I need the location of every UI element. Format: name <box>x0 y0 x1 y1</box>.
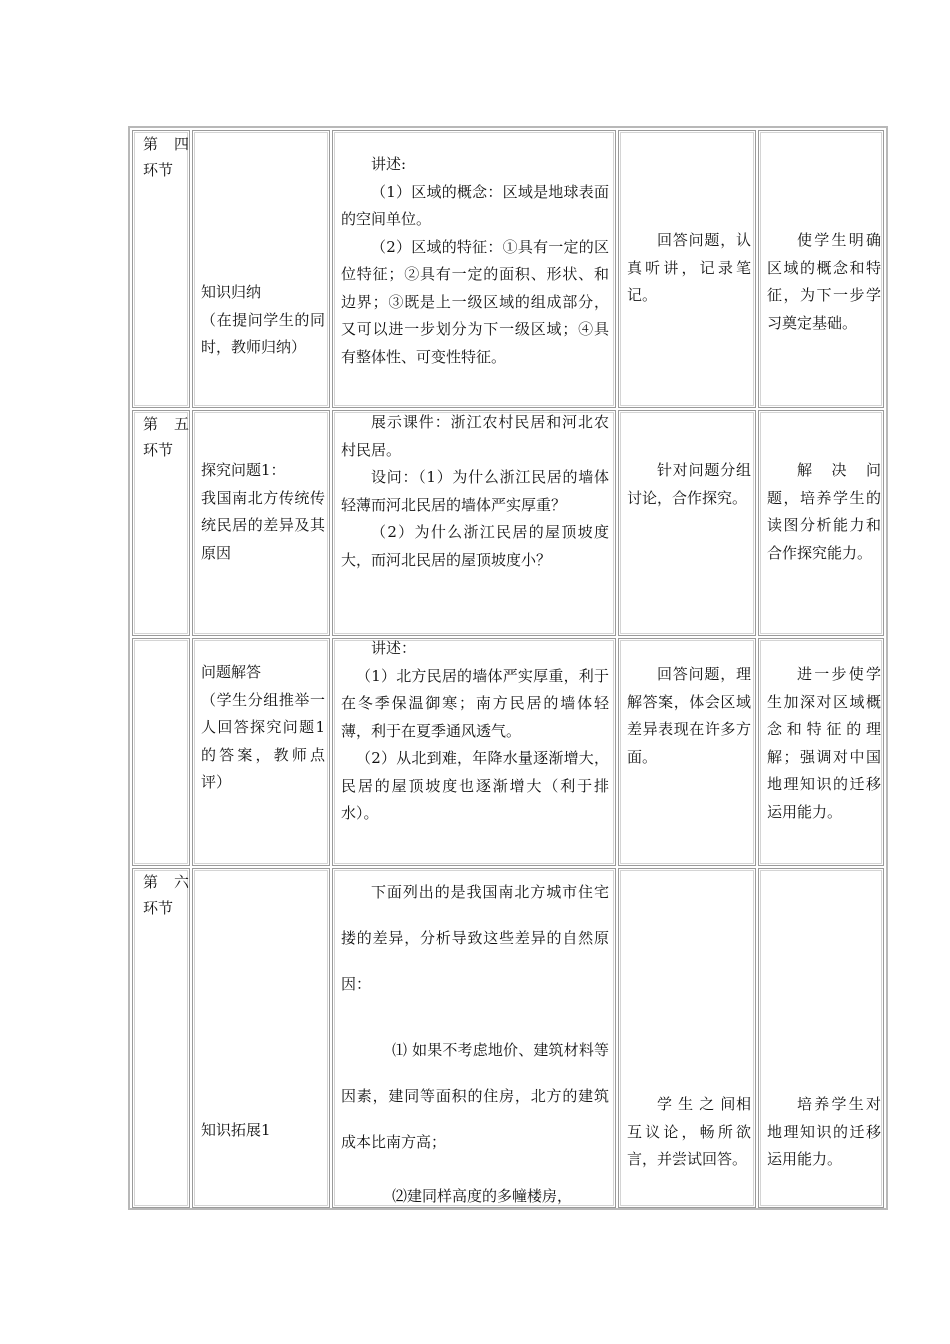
stage-cell <box>132 868 190 1208</box>
student-activity-text: 回答问题，理解答案，体会区域差异表现在许多方面。 <box>627 665 751 766</box>
stage-cell <box>132 130 190 408</box>
table-row <box>130 638 886 866</box>
lesson-plan-table <box>128 126 888 1210</box>
activity-text <box>201 659 325 797</box>
activity-note: （学生分组推举一人回答探究问题1的答案，教师点评） <box>201 690 325 791</box>
content-paragraph: 设问：（1）为什么浙江民居的墙体轻薄而河北民居的墙体严实厚重？ <box>341 468 609 514</box>
content-text <box>341 151 609 371</box>
activity-title: 探究问题1： <box>201 461 286 479</box>
content-paragraph: ⑴ 如果不考虑地价、建筑材料等因素，建同等面积的住房，北方的建筑成本比南方高； <box>341 1041 609 1151</box>
content-cell <box>332 130 616 408</box>
content-paragraph: 下面列出的是我国南北方城市住宅搂的差异，分析导致这些差异的自然原因： <box>341 883 609 993</box>
content-text <box>341 635 609 828</box>
design-intent-cell <box>758 410 884 636</box>
design-intent-text: 解 决 问题，培养学生的读图分析能力和合作探究能力。 <box>767 461 881 562</box>
content-paragraph: （2）从北到难，年降水量逐渐增大，民居的屋顶坡度也逐渐增大（利于排水）。 <box>341 749 609 822</box>
design-intent-cell <box>758 130 884 408</box>
stage-cell <box>132 410 190 636</box>
student-activity-cell <box>618 868 756 1208</box>
student-activity-text: 针对问题分组讨论，合作探究。 <box>627 461 751 507</box>
design-intent-cell <box>758 868 884 1208</box>
content-cell <box>332 410 616 636</box>
content-paragraph: ⑵建同样高度的多幢楼房， <box>392 1187 573 1205</box>
stage-label: 第 五环节 <box>143 415 189 459</box>
activity-cell <box>192 638 330 866</box>
table-row <box>130 130 886 408</box>
stage-cell <box>132 638 190 866</box>
activity-cell <box>192 410 330 636</box>
student-activity-text: 回答问题，认真听讲，记录笔记。 <box>627 231 751 304</box>
design-intent-cell <box>758 638 884 866</box>
content-paragraph: （2）为什么浙江民居的屋顶坡度大，而河北民居的屋顶坡度小？ <box>341 523 609 569</box>
activity-cell <box>192 130 330 408</box>
activity-title: 问题解答 <box>201 663 262 681</box>
student-activity-cell <box>618 410 756 636</box>
content-cell <box>332 868 616 1208</box>
design-intent-text: 使学生明确区域的概念和特征，为下一步学习奠定基础。 <box>767 231 881 332</box>
student-activity-cell <box>618 638 756 866</box>
design-intent-text: 培养学生对地理知识的迁移运用能力。 <box>767 1095 881 1168</box>
activity-text <box>201 457 325 567</box>
content-paragraph: （2）区域的特征：①具有一定的区位特征；②具有一定的面积、形状、和边界；③既是上一级区域的组成部分，又可以进一步划分为下一级区域；④具有整体性、可变性特征。 <box>341 237 609 366</box>
content-cell <box>332 638 616 866</box>
design-intent-text: 进一步使学生加深对区域概念和特征的理解；强调对中国地理知识的迁移运用能力。 <box>767 665 881 821</box>
content-paragraph: 讲述： <box>371 639 417 657</box>
activity-title: 知识拓展1 <box>201 1121 271 1139</box>
content-paragraph: （1）区域的概念：区域是地球表面的空间单位。 <box>341 182 609 228</box>
content-paragraph: 展示课件：浙江农村民居和河北农村民居。 <box>341 413 609 459</box>
content-paragraph: 讲述: <box>371 155 407 173</box>
table-row <box>130 868 886 1208</box>
activity-cell <box>192 868 330 1208</box>
activity-note: （在提问学生的同时，教师归纳） <box>201 310 325 356</box>
content-text <box>341 869 609 1219</box>
stage-label: 第 六环节 <box>143 873 189 917</box>
content-text <box>341 409 609 574</box>
activity-note: 我国南北方传统传统民居的差异及其原因 <box>201 488 325 562</box>
content-paragraph: （1）北方民居的墙体严实厚重，利于在冬季保温御寒；南方民居的墙体轻薄，利于在夏季通风透气。 <box>341 666 609 740</box>
activity-text <box>201 1117 325 1145</box>
student-activity-cell <box>618 130 756 408</box>
activity-title: 知识归纳 <box>201 283 262 301</box>
stage-label: 第 四环节 <box>143 135 189 179</box>
student-activity-text: 学 生 之 间相互议论，畅所欲言，并尝试回答。 <box>627 1095 751 1168</box>
table-row <box>130 410 886 636</box>
activity-text <box>201 279 325 362</box>
